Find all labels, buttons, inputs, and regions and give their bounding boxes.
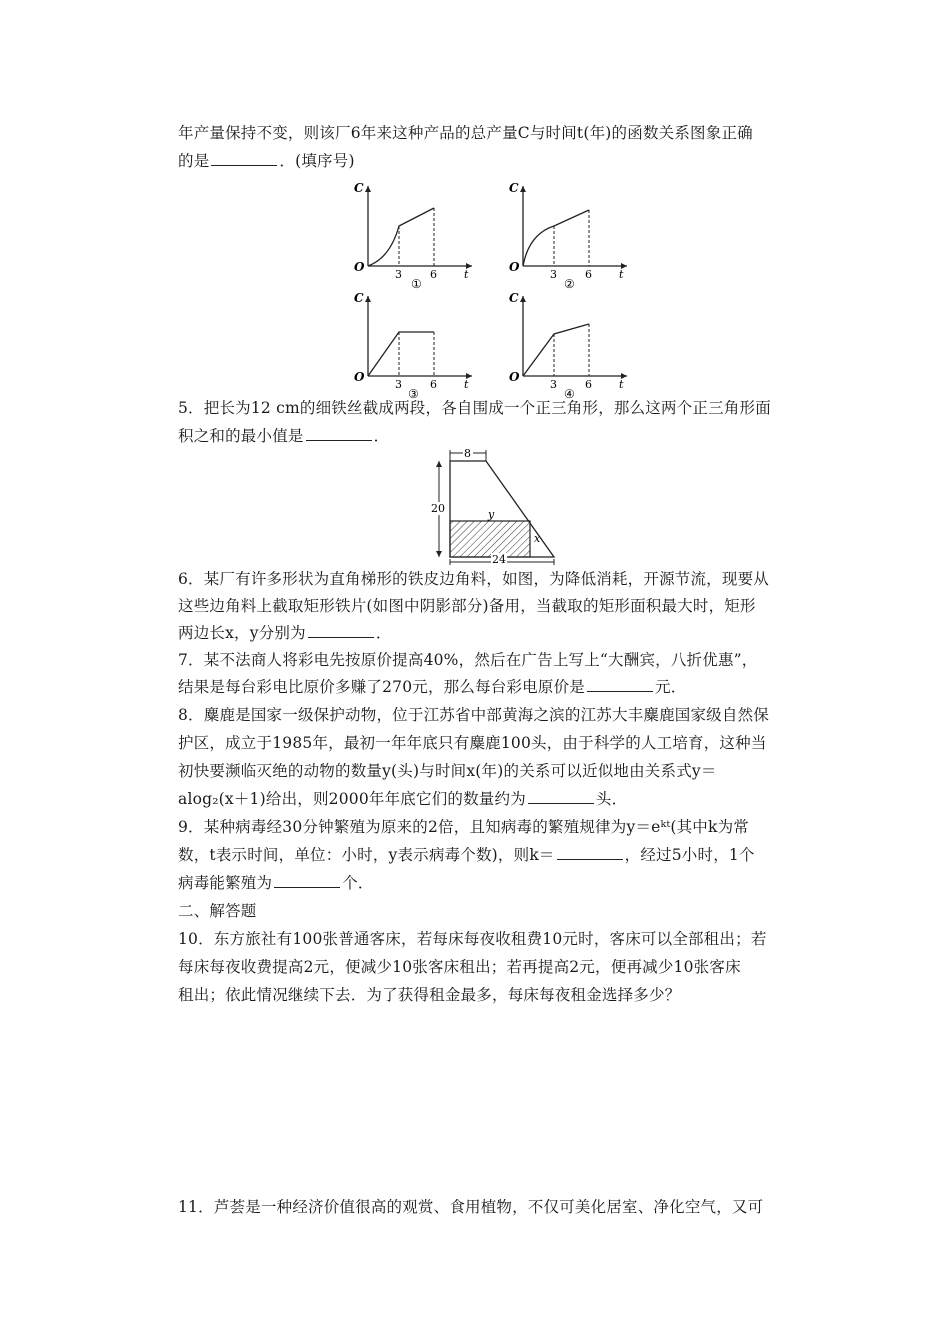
section-heading: 二、解答题 <box>178 902 257 920</box>
q11-line-1: 11．芦荟是一种经济价值很高的观赏、食用植物，不仅可美化居室、净化空气，又可 <box>178 1198 764 1216</box>
q6-line-2: 这些边角料上截取矩形铁片(如图中阴影部分)备用，当截取的矩形面积最大时，矩形 <box>178 597 756 615</box>
tick-label: 3 <box>550 378 557 391</box>
answer-blank <box>274 873 340 888</box>
q8-line-4-text: alog₂(x＋1)给出，则2000年年底它们的数量约为 <box>178 790 526 808</box>
q8-line-4 <box>178 789 818 809</box>
x-axis-label: t <box>464 268 469 281</box>
answer-blank <box>308 623 374 638</box>
graph-label: ② <box>564 277 575 290</box>
x-axis-label: t <box>464 378 469 391</box>
x-axis-label: t <box>619 378 624 391</box>
q4-line-2-text: 的是 <box>178 152 210 170</box>
graph-1 <box>350 178 480 290</box>
bottom-length-label: 24 <box>492 553 506 565</box>
q4-line-2 <box>178 151 818 171</box>
q6-line-3-suffix: ． <box>375 624 392 642</box>
q4-line-2-suffix: ．(填序号) <box>279 152 355 170</box>
q5-line-2-suffix: ． <box>373 427 390 445</box>
q8-line-4-suffix: 头． <box>595 790 628 808</box>
x-variable-label: x <box>534 532 541 545</box>
tick-label: 6 <box>585 268 592 281</box>
q10-line-2: 每床每夜收费提高2元，便减少10张客床租出；若再提高2元，便再减少10张客床 <box>178 958 741 976</box>
graph-2 <box>505 178 635 290</box>
y-axis-label: C <box>509 181 519 195</box>
y-axis-label: C <box>354 291 364 305</box>
answer-blank <box>528 789 594 804</box>
q9-line-3-text: 病毒能繁殖为 <box>178 874 273 892</box>
q7-line-2 <box>178 677 818 697</box>
graph-label: ④ <box>564 387 575 400</box>
q9-line-3-suffix: 个． <box>342 874 374 892</box>
q9-line-2-text: 数，t表示时间，单位：小时，y表示病毒个数)，则k＝ <box>178 846 555 864</box>
graph-label: ③ <box>408 387 419 400</box>
q5-line-1: 5．把长为12 cm的细铁丝截成两段，各自围成一个正三角形，那么这两个正三角形面 <box>178 399 771 417</box>
tick-label: 6 <box>585 378 592 391</box>
q5-line-2 <box>178 426 818 446</box>
height-label: 20 <box>431 502 445 515</box>
x-axis-label: t <box>619 268 624 281</box>
top-length-label: 8 <box>464 447 471 460</box>
q9-line-2 <box>178 845 818 865</box>
graph-4 <box>505 288 635 400</box>
answer-blank <box>587 677 653 692</box>
q9-line-1: 9．某种病毒经30分钟繁殖为原来的2倍，且知病毒的繁殖规律为y＝eᵏᵗ(其中k为常 <box>178 818 749 836</box>
origin-label: O <box>509 260 520 274</box>
y-axis-label: C <box>354 181 364 195</box>
q9-line-3 <box>178 873 818 893</box>
trapezoid-figure <box>428 447 562 565</box>
q7-line-1: 7．某不法商人将彩电先按原价提高40%，然后在广告上写上“大酬宾，八折优惠”， <box>178 651 758 669</box>
tick-label: 3 <box>395 268 402 281</box>
q7-line-2-text: 结果是每台彩电比原价多赚了270元，那么每台彩电原价是 <box>178 678 585 696</box>
q10-line-1: 10．东方旅社有100张普通客床，若每床每夜收租费10元时，客床可以全部租出；若 <box>178 930 767 948</box>
q9-line-2-text-mid: ，经过5小时，1个 <box>624 846 755 864</box>
y-axis-label: C <box>509 291 519 305</box>
answer-blank <box>306 426 372 441</box>
origin-label: O <box>354 260 365 274</box>
origin-label: O <box>354 370 365 384</box>
q7-line-2-suffix: 元． <box>655 678 687 696</box>
tick-label: 6 <box>430 378 437 391</box>
q10-line-3: 租出；依此情况继续下去．为了获得租金最多，每床每夜租金选择多少？ <box>178 986 681 1004</box>
graph-label: ① <box>411 277 422 290</box>
q6-line-3 <box>178 623 818 643</box>
tick-label: 3 <box>395 378 402 391</box>
q4-line-1: 年产量保持不变，则该厂6年来这种产品的总产量C与时间t(年)的函数关系图象正确 <box>178 124 753 142</box>
answer-blank <box>211 151 277 166</box>
q5-line-2-text: 积之和的最小值是 <box>178 427 304 445</box>
graph-3 <box>350 288 480 400</box>
answer-blank <box>557 845 623 860</box>
q8-line-2: 护区，成立于1985年，最初一年年底只有麋鹿100头，由于科学的人工培育，这种当 <box>178 734 767 752</box>
q6-line-3-text: 两边长x，y分别为 <box>178 624 306 642</box>
origin-label: O <box>509 370 520 384</box>
q6-line-1: 6．某厂有许多形状为直角梯形的铁皮边角料，如图，为降低消耗，开源节流，现要从 <box>178 570 769 588</box>
tick-label: 3 <box>550 268 557 281</box>
y-variable-label: y <box>488 508 495 521</box>
q8-line-3: 初快要濒临灭绝的动物的数量y(头)与时间x(年)的关系可以近似地由关系式y＝ <box>178 762 717 780</box>
q8-line-1: 8．麋鹿是国家一级保护动物，位于江苏省中部黄海之滨的江苏大丰麋鹿国家级自然保 <box>178 706 769 724</box>
tick-label: 6 <box>430 268 437 281</box>
